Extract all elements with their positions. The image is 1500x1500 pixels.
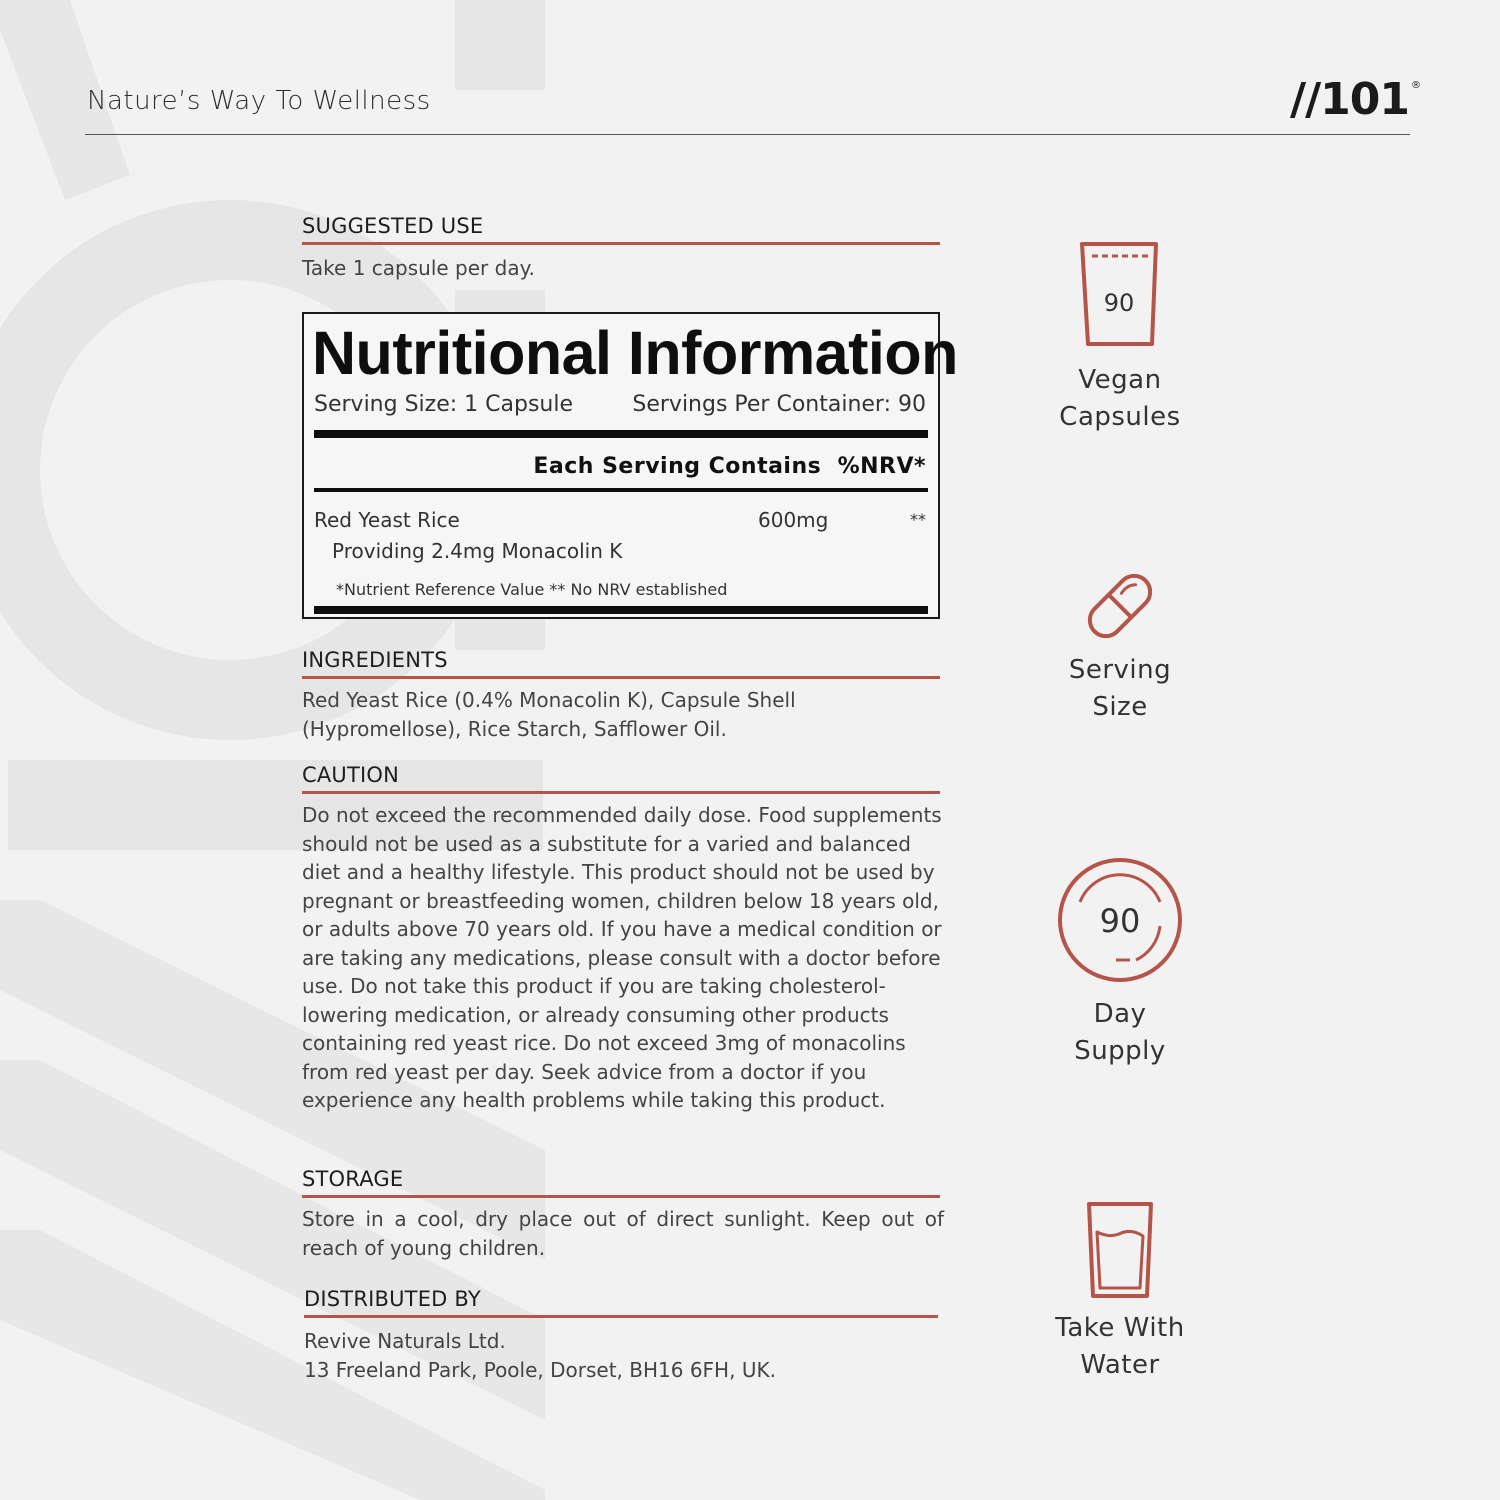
suggested-use-heading: SUGGESTED USE: [302, 214, 940, 245]
nutrition-title: Nutritional Information: [312, 319, 958, 387]
feature-label-line1: Day: [1093, 999, 1147, 1029]
feature-label-line2: Supply: [1074, 1036, 1166, 1066]
suggested-use-text: Take 1 capsule per day.: [302, 256, 535, 280]
caution-text: Do not exceed the recommended daily dose. Food supplements should not be used as a substitute for a varied and balanced diet and a healthy lifestyle. This product should not be used by pregnant or breastfeeding women, children below 18 years old, or adults above 70 years old. If you have a medical condition or are taking any medications, please consult with a doctor before use. Do not take this product if you are taking cholesterol-lowering medication, or already consuming other products containing red yeast rice. Do not exceed 3mg of monacolins from red yeast per day. Seek advice from a doctor if you experience any health problems while taking this product.: [302, 803, 942, 1112]
feature-label-line1: Take With: [1055, 1313, 1185, 1343]
storage-text: Store in a cool, dry place out of direct sunlight. Keep out of reach of young children.: [302, 1207, 944, 1260]
nutrient-amount: 600mg: [758, 508, 829, 532]
feature-label-line2: Capsules: [1059, 402, 1181, 432]
each-serving-label: Each Serving Contains: [533, 454, 822, 479]
feature-label-line1: Vegan: [1078, 365, 1162, 395]
feature-vegan-capsules: [1020, 240, 1220, 436]
glass-icon: [1085, 1200, 1155, 1300]
serving-size: Serving Size: 1 Capsule: [314, 392, 573, 417]
nutrition-panel: [302, 312, 958, 619]
feature-label-line2: Size: [1092, 692, 1148, 722]
feature-take-with-water: [1020, 1200, 1220, 1384]
ingredients-text: Red Yeast Rice (0.4% Monacolin K), Capsule Shell (Hypromellose), Rice Starch, Safflower Oil.: [302, 688, 796, 741]
servings-per-container: Servings Per Container: 90: [632, 392, 926, 417]
header-divider: [85, 134, 1410, 135]
nutrition-rule: [314, 488, 928, 492]
distributor-name: Revive Naturals Ltd.: [304, 1329, 506, 1353]
nutrient-nrv: **: [910, 510, 926, 529]
nutrition-footnote: *Nutrient Reference Value ** No NRV established: [336, 580, 728, 599]
nrv-label: %NRV*: [837, 454, 926, 479]
nutrition-bottom-rule: [314, 606, 928, 614]
feature-serving-size: [1020, 566, 1220, 726]
nutrition-column-header: [533, 454, 926, 479]
ingredients-heading: INGREDIENTS: [302, 648, 940, 679]
distributor-info: [304, 1327, 946, 1384]
pouch-count: 90: [1103, 289, 1135, 317]
storage-heading: STORAGE: [302, 1167, 940, 1198]
nutrient-sub-row: Providing 2.4mg Monacolin K: [332, 539, 623, 563]
feature-label-line2: Water: [1080, 1350, 1160, 1380]
brand-logo: [1290, 74, 1420, 125]
day-count: 90: [1099, 902, 1141, 940]
caution-heading: CAUTION: [302, 763, 940, 794]
feature-label-line1: Serving: [1068, 655, 1172, 685]
registered-mark: ®: [1411, 80, 1420, 91]
distributed-by-heading: DISTRIBUTED BY: [304, 1287, 938, 1318]
nutrition-thick-rule: [314, 430, 928, 438]
logo-text: //101: [1290, 74, 1409, 125]
feature-day-supply: [1020, 856, 1220, 1070]
tagline: Nature’s Way To Wellness: [87, 86, 431, 116]
pouch-icon: [1078, 240, 1162, 352]
capsule-icon: [1080, 566, 1160, 646]
nutrient-name: Red Yeast Rice: [314, 508, 460, 532]
day-circle-icon: [1056, 856, 1184, 984]
distributor-address: 13 Freeland Park, Poole, Dorset, BH16 6FH, UK.: [304, 1357, 776, 1382]
